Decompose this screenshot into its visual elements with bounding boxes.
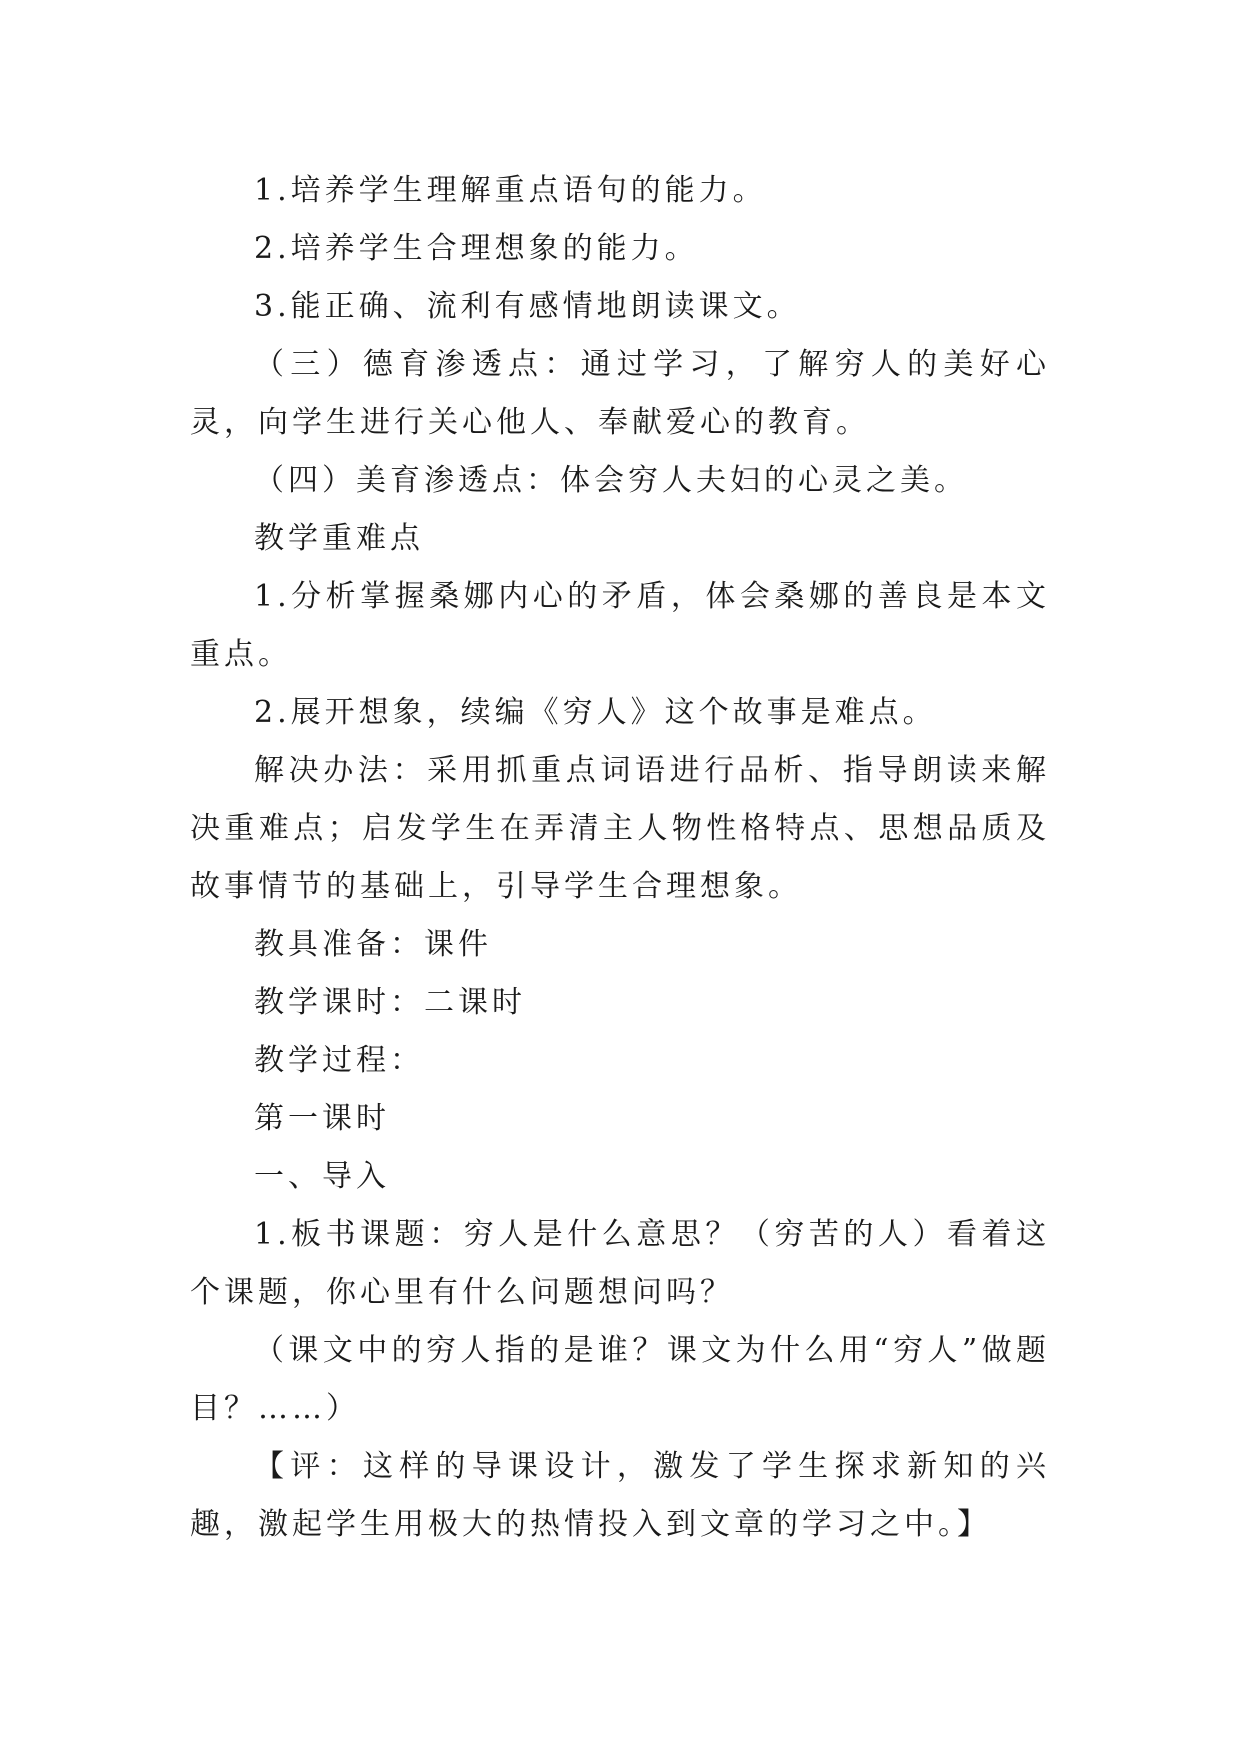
- first-lesson-heading: 第一课时: [254, 1101, 390, 1136]
- student-questions: （课文中的穷人指的是谁？课文为什么用“穷人”做题目？……）: [190, 1333, 1050, 1426]
- introduction-heading: 一、导入: [254, 1159, 390, 1194]
- evaluation-comment: 【评：这样的导课设计，激发了学生探求新知的兴趣，激起学生用极大的热情投入到文章的学习之中。】: [190, 1449, 1050, 1542]
- class-hours: 教学课时：二课时: [254, 985, 526, 1020]
- objective-item-1: 1.培养学生理解重点语句的能力。: [254, 173, 767, 208]
- aesthetic-education-point: （四）美育渗透点：体会穷人夫妇的心灵之美。: [254, 463, 968, 498]
- key-point-2: 2.展开想象，续编《穷人》这个故事是难点。: [254, 695, 937, 730]
- key-point-1: 1.分析掌握桑娜内心的矛盾，体会桑娜的善良是本文重点。: [190, 579, 1050, 672]
- moral-education-point: （三）德育渗透点：通过学习，了解穷人的美好心灵，向学生进行关心他人、奉献爱心的教育。: [190, 347, 1050, 440]
- solution-method: 解决办法：采用抓重点词语进行品析、指导朗读来解决重难点；启发学生在弄清主人物性格特点、思想品质及故事情节的基础上，引导学生合理想象。: [190, 753, 1050, 904]
- document-body: [190, 162, 1050, 1554]
- objective-item-2: 2.培养学生合理想象的能力。: [254, 231, 699, 266]
- blackboard-title-step: 1.板书课题：穷人是什么意思？（穷苦的人）看着这个课题，你心里有什么问题想问吗？: [190, 1217, 1050, 1310]
- teaching-process-heading: 教学过程：: [254, 1043, 424, 1078]
- key-difficulties-heading: 教学重难点: [254, 521, 424, 556]
- objective-item-3: 3.能正确、流利有感情地朗读课文。: [254, 289, 801, 324]
- teaching-aids: 教具准备：课件: [254, 927, 492, 962]
